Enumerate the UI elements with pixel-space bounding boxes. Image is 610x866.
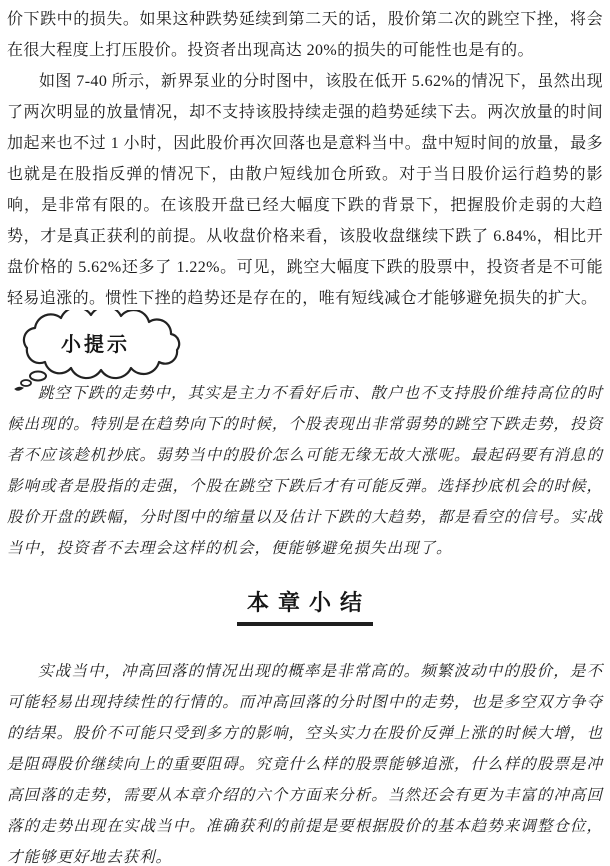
summary-heading-wrap [7,586,603,626]
chapter-summary-heading: 本章小结 [237,586,373,626]
paragraph-figure-analysis: 如图 7-40 所示，新界泵业的分时图中，该股在低开 5.62%的情况下，虽然出现了两次明显的放量情况，却不支持该股持续走强的趋势延续下去。两次放量的时间加起来也不过 1 小时，因此股价再次回落也是意料当中。盘中短时间的放量，最多也就是在股指反弹的情况下，由散户短线加仓所致。对于当日股价运行趋势的影响，是非常有限的。在该股开盘已经大幅度下跌的背景下，把握股价走弱的大趋势，才是真正获利的前提。从收盘价格来看，该股收盘继续下跌了 6.84%，相比开盘价格的 5.62%还多了 1.22%。可见，跳空大幅度下跌的股票中，投资者是不可能轻易追涨的。惯性下挫的趋势还是存在的，唯有短线减仓才能够避免损失的扩大。 [7,73,603,307]
paragraph-continuation: 价下跌中的损失。如果这种跌势延续到第二天的话，股价第二次的跳空下挫，将会在很大程度上打压股价。投资者出现高达 20%的损失的可能性也是有的。 [7,11,603,59]
chapter-summary-text: 实战当中，冲高回落的情况出现的概率是非常高的。频繁波动中的股价，是不可能轻易出现持续性的行情的。而冲高回落的分时图中的走势，也是多空双方争夺的结果。股价不可能只受到多方的影响，空头实力在股价反弹上涨的时候大增，也是阻碍股价继续向上的重要阻碍。究竟什么样的股票能够追涨，什么样的股票是冲高回落的走势，需要从本章介绍的六个方面来分析。当然还会有更为丰富的冲高回落的走势出现在实战当中。准确获利的前提是要根据股价的基本趋势来调整仓位，才能够更好地去获利。 [7,663,603,866]
tip-label: 小提示 [61,334,130,356]
tip-bubble [7,316,603,374]
tip-text: 跳空下跌的走势中，其实是主力不看好后市、散户也不支持股价维持高位的时候出现的。特别是在趋势向下的时候，个股表现出非常弱势的跳空下跌走势，投资者不应该趁机抄底。弱势当中的股价怎么可能无缘无故大涨呢。最起码要有消息的影响或者是股指的走强，个股在跳空下跌后才有可能反弹。选择抄底机会的时候，股价开盘的跌幅，分时图中的缩量以及估计下跌的大趋势，都是看空的信号。实战当中，投资者不去理会这样的机会，便能够避免损失出现了。 [7,385,603,557]
